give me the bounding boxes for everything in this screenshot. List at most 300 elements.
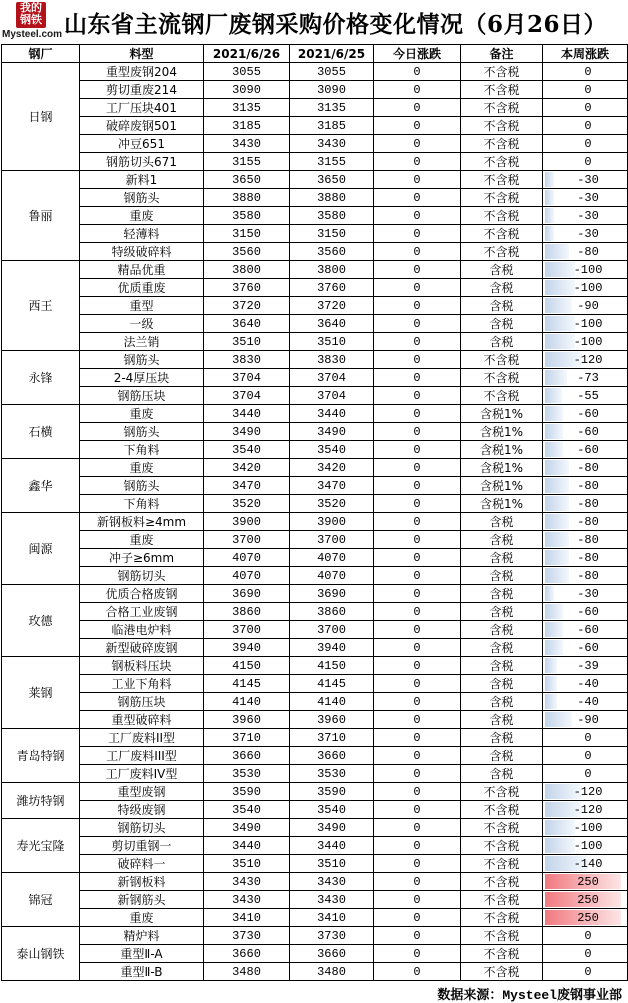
item-cell: 精炉料: [80, 927, 204, 945]
price-0626-cell: 3700: [204, 621, 290, 639]
week-change-value: -100: [573, 280, 603, 295]
note-cell: 含税1%: [461, 441, 543, 459]
week-change-cell: [543, 99, 628, 117]
price-0625-cell: 3580: [290, 207, 374, 225]
table-row: [2, 441, 628, 459]
price-0625-cell: 3960: [290, 711, 374, 729]
price-0625-cell: 3090: [290, 81, 374, 99]
week-change-cell: [543, 873, 628, 891]
item-cell: 破碎料一: [80, 855, 204, 873]
price-0626-cell: 3155: [204, 153, 290, 171]
week-change-bar: [545, 712, 572, 727]
week-change-value: -80: [577, 460, 599, 475]
week-change-bar: [545, 622, 563, 637]
item-cell: 钢筋头: [80, 477, 204, 495]
note-cell: 含税: [461, 279, 543, 297]
item-cell: 钢筋头: [80, 189, 204, 207]
note-cell: 不含税: [461, 225, 543, 243]
table-row: [2, 855, 628, 873]
table-row: [2, 837, 628, 855]
table-row: [2, 171, 628, 189]
price-0625-cell: 3410: [290, 909, 374, 927]
item-cell: 轻薄料: [80, 225, 204, 243]
week-change-value: -120: [573, 802, 603, 817]
week-change-value: -60: [577, 622, 599, 637]
today-change-cell: 0: [374, 81, 461, 99]
week-change-cell: [543, 387, 628, 405]
week-change-value: -60: [577, 640, 599, 655]
price-0626-cell: 3800: [204, 261, 290, 279]
table-row: [2, 603, 628, 621]
table-row: [2, 117, 628, 135]
week-change-bar: [545, 244, 569, 259]
table-row: [2, 63, 628, 81]
table-row: [2, 819, 628, 837]
week-change-bar: [545, 460, 569, 475]
week-change-bar: [545, 658, 557, 673]
price-0626-cell: 3410: [204, 909, 290, 927]
today-change-cell: 0: [374, 297, 461, 315]
item-cell: 重废: [80, 909, 204, 927]
week-change-cell: [543, 261, 628, 279]
week-change-cell: [543, 441, 628, 459]
table-row: [2, 189, 628, 207]
col-header-today-change: 今日涨跌: [374, 45, 461, 63]
table-row: [2, 513, 628, 531]
price-0625-cell: 3880: [290, 189, 374, 207]
table-row: [2, 927, 628, 945]
week-change-value: 0: [584, 100, 592, 115]
week-change-value: -100: [573, 334, 603, 349]
item-cell: 重型废钢204: [80, 63, 204, 81]
week-change-value: -80: [577, 244, 599, 259]
today-change-cell: 0: [374, 855, 461, 873]
price-0625-cell: 3650: [290, 171, 374, 189]
item-cell: 重型Ⅱ-A: [80, 945, 204, 963]
week-change-cell: [543, 63, 628, 81]
price-0626-cell: 3540: [204, 801, 290, 819]
week-change-value: -100: [573, 820, 603, 835]
table-row: [2, 423, 628, 441]
item-cell: 下角料: [80, 441, 204, 459]
week-change-cell: [543, 459, 628, 477]
note-cell: 含税: [461, 747, 543, 765]
week-change-value: -60: [577, 424, 599, 439]
week-change-cell: [543, 675, 628, 693]
week-change-value: 0: [584, 928, 592, 943]
item-cell: 新钢筋头: [80, 891, 204, 909]
week-change-cell: [543, 135, 628, 153]
price-0625-cell: 3520: [290, 495, 374, 513]
price-0626-cell: 3185: [204, 117, 290, 135]
item-cell: 优质合格废钢: [80, 585, 204, 603]
week-change-cell: [543, 405, 628, 423]
item-cell: 重废: [80, 405, 204, 423]
week-change-bar: [545, 298, 572, 313]
factory-cell: 青岛特钢: [2, 729, 80, 783]
week-change-value: 0: [584, 964, 592, 979]
table-row: [2, 99, 628, 117]
item-cell: 重废: [80, 531, 204, 549]
week-change-value: -39: [577, 658, 599, 673]
week-change-cell: [543, 225, 628, 243]
price-0626-cell: 3860: [204, 603, 290, 621]
note-cell: 不含税: [461, 819, 543, 837]
price-0625-cell: 3640: [290, 315, 374, 333]
price-0626-cell: 3660: [204, 747, 290, 765]
week-change-cell: [543, 891, 628, 909]
price-0625-cell: 3510: [290, 333, 374, 351]
week-change-value: -80: [577, 514, 599, 529]
table-row: [2, 405, 628, 423]
price-0626-cell: 3580: [204, 207, 290, 225]
today-change-cell: 0: [374, 351, 461, 369]
price-0626-cell: 3490: [204, 423, 290, 441]
price-0625-cell: 3760: [290, 279, 374, 297]
week-change-cell: [543, 531, 628, 549]
table-row: [2, 783, 628, 801]
today-change-cell: 0: [374, 405, 461, 423]
table-row: [2, 945, 628, 963]
week-change-cell: [543, 333, 628, 351]
note-cell: 不含税: [461, 351, 543, 369]
item-cell: 钢筋压块: [80, 693, 204, 711]
table-row: [2, 243, 628, 261]
table-row: [2, 387, 628, 405]
col-header-factory: 钢厂: [2, 45, 80, 63]
price-0626-cell: 4070: [204, 549, 290, 567]
item-cell: 钢板料压块: [80, 657, 204, 675]
price-0626-cell: 3430: [204, 873, 290, 891]
note-cell: 含税: [461, 693, 543, 711]
week-change-bar: [545, 550, 569, 565]
today-change-cell: 0: [374, 729, 461, 747]
table-row: [2, 207, 628, 225]
note-cell: 不含税: [461, 855, 543, 873]
week-change-bar: [545, 388, 562, 403]
factory-cell: 玫德: [2, 585, 80, 657]
price-0625-cell: 3150: [290, 225, 374, 243]
note-cell: 不含税: [461, 873, 543, 891]
table-row: [2, 81, 628, 99]
note-cell: 不含税: [461, 891, 543, 909]
price-0625-cell: 3480: [290, 963, 374, 981]
today-change-cell: 0: [374, 783, 461, 801]
today-change-cell: 0: [374, 819, 461, 837]
table-row: [2, 333, 628, 351]
note-cell: 含税: [461, 513, 543, 531]
week-change-value: 0: [584, 136, 592, 151]
price-0625-cell: 4140: [290, 693, 374, 711]
week-change-value: 250: [577, 874, 599, 889]
data-source-footer: [437, 984, 622, 1003]
item-cell: 下角料: [80, 495, 204, 513]
week-change-value: -120: [573, 352, 603, 367]
today-change-cell: 0: [374, 945, 461, 963]
week-change-value: 0: [584, 118, 592, 133]
note-cell: 不含税: [461, 189, 543, 207]
item-cell: 破碎废钢501: [80, 117, 204, 135]
note-cell: 含税: [461, 603, 543, 621]
note-cell: 不含税: [461, 909, 543, 927]
price-0626-cell: 3530: [204, 765, 290, 783]
week-change-cell: [543, 639, 628, 657]
table-row: [2, 549, 628, 567]
week-change-cell: [543, 81, 628, 99]
week-change-cell: [543, 711, 628, 729]
week-change-bar: [545, 370, 567, 385]
price-0626-cell: 3090: [204, 81, 290, 99]
week-change-cell: [543, 693, 628, 711]
table-row: [2, 657, 628, 675]
table-row: [2, 621, 628, 639]
today-change-cell: 0: [374, 171, 461, 189]
price-0626-cell: 3520: [204, 495, 290, 513]
note-cell: 不含税: [461, 387, 543, 405]
price-0625-cell: 3470: [290, 477, 374, 495]
price-0626-cell: 3760: [204, 279, 290, 297]
week-change-value: 250: [577, 910, 599, 925]
week-change-value: 0: [584, 946, 592, 961]
price-0625-cell: 3430: [290, 135, 374, 153]
price-0625-cell: 3560: [290, 243, 374, 261]
price-0625-cell: 4145: [290, 675, 374, 693]
note-cell: 不含税: [461, 135, 543, 153]
note-cell: 不含税: [461, 63, 543, 81]
col-header-price-0625: 2021/6/25: [290, 45, 374, 63]
note-cell: 含税1%: [461, 477, 543, 495]
note-cell: 不含税: [461, 783, 543, 801]
week-change-bar: [545, 568, 569, 583]
note-cell: 含税1%: [461, 495, 543, 513]
today-change-cell: 0: [374, 675, 461, 693]
price-0625-cell: 3700: [290, 621, 374, 639]
week-change-cell: [543, 207, 628, 225]
week-change-cell: [543, 657, 628, 675]
price-0626-cell: 4070: [204, 567, 290, 585]
item-cell: 钢筋头: [80, 351, 204, 369]
week-change-value: -30: [577, 190, 599, 205]
table-row: [2, 729, 628, 747]
price-0626-cell: 4145: [204, 675, 290, 693]
table-row: [2, 315, 628, 333]
today-change-cell: 0: [374, 423, 461, 441]
today-change-cell: 0: [374, 639, 461, 657]
week-change-value: 0: [584, 82, 592, 97]
week-change-cell: [543, 315, 628, 333]
week-change-value: -80: [577, 496, 599, 511]
price-0626-cell: 3510: [204, 333, 290, 351]
price-0625-cell: 3055: [290, 63, 374, 81]
today-change-cell: 0: [374, 765, 461, 783]
factory-cell: 潍坊特钢: [2, 783, 80, 819]
today-change-cell: 0: [374, 549, 461, 567]
note-cell: 不含税: [461, 81, 543, 99]
today-change-cell: 0: [374, 189, 461, 207]
week-change-bar: [545, 676, 557, 691]
item-cell: 工厂废料II型: [80, 729, 204, 747]
table-row: [2, 477, 628, 495]
price-0625-cell: 3710: [290, 729, 374, 747]
today-change-cell: 0: [374, 279, 461, 297]
note-cell: 含税: [461, 621, 543, 639]
week-change-value: -100: [573, 316, 603, 331]
price-0626-cell: 3720: [204, 297, 290, 315]
week-change-cell: [543, 765, 628, 783]
week-change-bar: [545, 514, 569, 529]
week-change-value: -90: [577, 298, 599, 313]
note-cell: 不含税: [461, 801, 543, 819]
price-0626-cell: 3430: [204, 891, 290, 909]
week-change-value: 0: [584, 766, 592, 781]
price-0625-cell: 3800: [290, 261, 374, 279]
item-cell: 新料1: [80, 171, 204, 189]
price-0625-cell: 3730: [290, 927, 374, 945]
factory-cell: 鑫华: [2, 459, 80, 513]
note-cell: 含税: [461, 657, 543, 675]
week-change-cell: [543, 477, 628, 495]
week-change-cell: [543, 603, 628, 621]
week-change-bar: [545, 604, 563, 619]
note-cell: 含税: [461, 531, 543, 549]
week-change-cell: [543, 927, 628, 945]
table-row: [2, 225, 628, 243]
price-0626-cell: 3540: [204, 441, 290, 459]
price-0625-cell: 3540: [290, 441, 374, 459]
item-cell: 法兰销: [80, 333, 204, 351]
week-change-cell: [543, 369, 628, 387]
week-change-cell: [543, 279, 628, 297]
week-change-value: -60: [577, 604, 599, 619]
today-change-cell: 0: [374, 477, 461, 495]
price-0625-cell: 3185: [290, 117, 374, 135]
week-change-cell: [543, 747, 628, 765]
week-change-value: -80: [577, 550, 599, 565]
price-0625-cell: 3900: [290, 513, 374, 531]
price-0626-cell: 4150: [204, 657, 290, 675]
week-change-bar: [545, 694, 557, 709]
item-cell: 工厂压块401: [80, 99, 204, 117]
today-change-cell: 0: [374, 459, 461, 477]
week-change-cell: [543, 495, 628, 513]
week-change-value: -100: [573, 262, 603, 277]
note-cell: 含税1%: [461, 459, 543, 477]
factory-cell: 锦冠: [2, 873, 80, 927]
table-row: [2, 675, 628, 693]
table-row: [2, 459, 628, 477]
item-cell: 重废: [80, 459, 204, 477]
table-row: [2, 297, 628, 315]
price-0626-cell: 3470: [204, 477, 290, 495]
week-change-value: 0: [584, 154, 592, 169]
price-0625-cell: 3830: [290, 351, 374, 369]
price-0625-cell: 3700: [290, 531, 374, 549]
today-change-cell: 0: [374, 369, 461, 387]
today-change-cell: 0: [374, 495, 461, 513]
price-table: [1, 44, 628, 981]
item-cell: 钢筋切头: [80, 819, 204, 837]
table-row: [2, 261, 628, 279]
price-0626-cell: 3430: [204, 135, 290, 153]
note-cell: 含税1%: [461, 405, 543, 423]
today-change-cell: 0: [374, 261, 461, 279]
note-cell: 不含税: [461, 963, 543, 981]
price-0626-cell: 3420: [204, 459, 290, 477]
week-change-bar: [545, 640, 563, 655]
week-change-bar: [545, 424, 563, 439]
price-0625-cell: 3660: [290, 945, 374, 963]
today-change-cell: 0: [374, 603, 461, 621]
today-change-cell: 0: [374, 927, 461, 945]
price-0626-cell: 3650: [204, 171, 290, 189]
price-0626-cell: 3590: [204, 783, 290, 801]
note-cell: 含税: [461, 711, 543, 729]
factory-cell: 莱钢: [2, 657, 80, 729]
week-change-cell: [543, 171, 628, 189]
col-header-note: 备注: [461, 45, 543, 63]
week-change-cell: [543, 585, 628, 603]
item-cell: 剪切重钢一: [80, 837, 204, 855]
week-change-cell: [543, 351, 628, 369]
week-change-value: -40: [577, 694, 599, 709]
week-change-value: -30: [577, 586, 599, 601]
week-change-bar: [545, 532, 569, 547]
week-change-value: 0: [584, 748, 592, 763]
price-0626-cell: 3940: [204, 639, 290, 657]
note-cell: 不含税: [461, 171, 543, 189]
item-cell: 一级: [80, 315, 204, 333]
factory-cell: 鲁丽: [2, 171, 80, 261]
today-change-cell: 0: [374, 207, 461, 225]
note-cell: 含税: [461, 297, 543, 315]
price-0626-cell: 4140: [204, 693, 290, 711]
item-cell: 重型破碎料: [80, 711, 204, 729]
price-0626-cell: 3960: [204, 711, 290, 729]
week-change-bar: [545, 586, 554, 601]
price-0626-cell: 3710: [204, 729, 290, 747]
today-change-cell: 0: [374, 135, 461, 153]
week-change-cell: [543, 909, 628, 927]
price-0626-cell: 3055: [204, 63, 290, 81]
week-change-cell: [543, 567, 628, 585]
note-cell: 不含税: [461, 369, 543, 387]
week-change-cell: [543, 621, 628, 639]
today-change-cell: 0: [374, 531, 461, 549]
price-0626-cell: 3690: [204, 585, 290, 603]
week-change-value: -120: [573, 784, 603, 799]
today-change-cell: 0: [374, 333, 461, 351]
week-change-cell: [543, 855, 628, 873]
item-cell: 工厂废料III型: [80, 747, 204, 765]
price-0625-cell: 3430: [290, 873, 374, 891]
week-change-cell: [543, 153, 628, 171]
table-row: [2, 747, 628, 765]
today-change-cell: 0: [374, 801, 461, 819]
price-0626-cell: 3900: [204, 513, 290, 531]
page-title: 山东省主流钢厂废钢采购价格变化情况（6月26日）: [64, 11, 608, 38]
col-header-price-0626: 2021/6/26: [204, 45, 290, 63]
item-cell: 特级废钢: [80, 801, 204, 819]
week-change-bar: [545, 190, 554, 205]
footer-dept: 废钢事业部: [556, 988, 622, 1003]
note-cell: 含税: [461, 765, 543, 783]
price-0626-cell: 3640: [204, 315, 290, 333]
week-change-cell: [543, 117, 628, 135]
header-row: [2, 45, 628, 63]
price-0626-cell: 3480: [204, 963, 290, 981]
price-0625-cell: 3155: [290, 153, 374, 171]
price-0625-cell: 3440: [290, 837, 374, 855]
